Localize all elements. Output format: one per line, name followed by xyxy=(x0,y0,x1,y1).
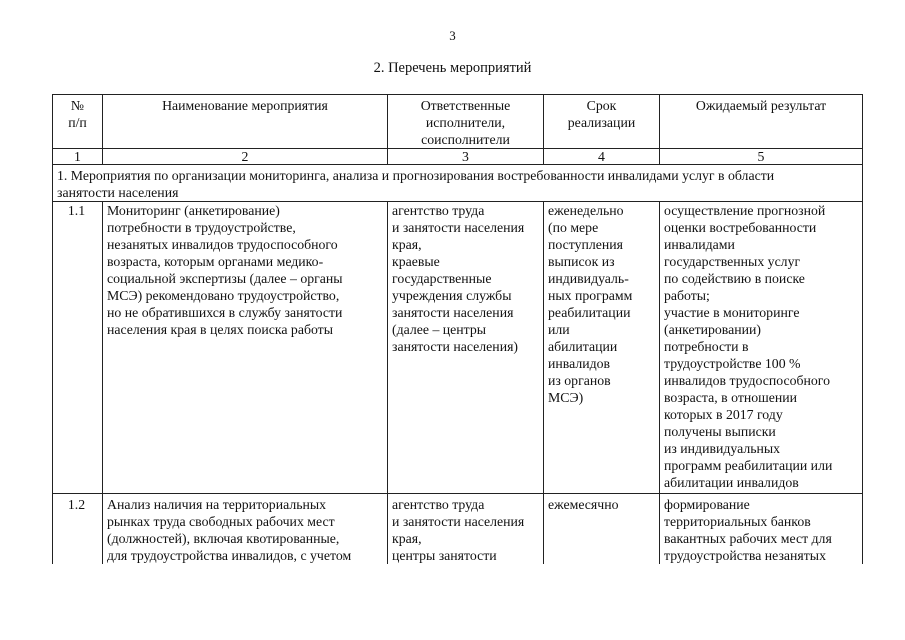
implementation-term: еженедельно (по мере поступления выписок из индивидуаль- ных программ реабилитации или абилитации инвалидов из органов МСЭ) xyxy=(544,202,660,494)
column-number: 5 xyxy=(660,149,863,165)
header-number: № п/п xyxy=(53,95,103,149)
header-responsible: Ответственные исполнители, соисполнители xyxy=(388,95,544,149)
measure-name: Анализ наличия на территориальных рынках труда свободных рабочих мест (должностей), включая квотированные, для трудоустройства инвалидов, с учетом xyxy=(103,494,388,565)
row-number: 1.2 xyxy=(53,494,103,565)
table-header-row xyxy=(53,95,863,149)
header-term: Срок реализации xyxy=(544,95,660,149)
responsible-executors: агентство труда и занятости населения края, краевые государственные учреждения службы занятости населения (далее – центры занятости населения) xyxy=(388,202,544,494)
implementation-term: ежемесячно xyxy=(544,494,660,565)
header-result: Ожидаемый результат xyxy=(660,95,863,149)
document-title: 2. Перечень мероприятий xyxy=(373,60,532,76)
header-name: Наименование мероприятия xyxy=(103,95,388,149)
section-heading: 1. Мероприятия по организации мониторинга, анализа и прогнозирования востребованности инвалидами услуг в области занятости населения xyxy=(53,165,863,202)
responsible-executors: агентство труда и занятости населения края, центры занятости xyxy=(388,494,544,565)
page-number: 3 xyxy=(449,28,456,43)
column-number: 4 xyxy=(544,149,660,165)
expected-result: осуществление прогнозной оценки востребованности инвалидами государственных услуг по содействию в поиске работы; участие в мониторинге (анкетировании) потребности в трудоустройстве 100 % инвалидов трудоспособного возраста, в отношении которых в 2017 году получены выписки из индивидуальных программ реабилитации или абилитации инвалидов xyxy=(660,202,863,494)
measures-table-container xyxy=(52,94,862,564)
section-row xyxy=(53,165,863,202)
measure-name: Мониторинг (анкетирование) потребности в трудоустройстве, незанятых инвалидов трудоспособного возраста, которым органами медико- социальной экспертизы (далее – органы МСЭ) рекомендовано трудоустройство, но не обратившихся в службу занятости населения края в целях поиска работы xyxy=(103,202,388,494)
table-row xyxy=(53,494,863,565)
table-row xyxy=(53,202,863,494)
column-number: 1 xyxy=(53,149,103,165)
expected-result: формирование территориальных банков вакантных рабочих мест для трудоустройства незанятых xyxy=(660,494,863,565)
column-number: 2 xyxy=(103,149,388,165)
column-number: 3 xyxy=(388,149,544,165)
measures-table xyxy=(52,94,863,564)
column-number-row xyxy=(53,149,863,165)
row-number: 1.1 xyxy=(53,202,103,494)
